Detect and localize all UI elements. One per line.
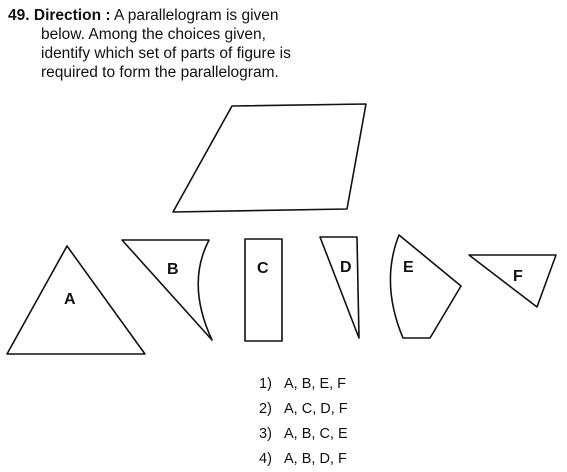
piece-d-label: D <box>340 259 352 276</box>
parallelogram-figure <box>173 104 366 212</box>
piece-a <box>7 246 145 354</box>
question-line-2: below. Among the choices given, <box>41 26 266 43</box>
piece-c <box>245 239 282 341</box>
piece-e-label: E <box>403 259 414 276</box>
option-4[interactable] <box>259 447 348 472</box>
option-1[interactable] <box>259 372 348 397</box>
piece-d <box>320 237 359 338</box>
option-3-number: 3) <box>259 426 272 442</box>
option-1-number: 1) <box>259 376 272 392</box>
piece-f <box>469 255 556 307</box>
question-heading: Direction : <box>33 7 111 24</box>
piece-e <box>390 235 461 338</box>
piece-c-shape <box>245 239 282 341</box>
piece-c-label: C <box>257 260 269 277</box>
option-4-text: A, B, D, F <box>284 451 347 467</box>
option-2-text: A, C, D, F <box>284 401 348 417</box>
question-line-3: identify which set of parts of figure is <box>41 45 291 62</box>
piece-a-label: A <box>64 291 76 308</box>
option-3-text: A, B, C, E <box>284 426 348 442</box>
piece-e-shape <box>390 235 461 338</box>
question-line-4: required to form the parallelogram. <box>41 64 279 81</box>
piece-d-shape <box>320 237 359 338</box>
option-2[interactable] <box>259 397 348 422</box>
piece-b-shape <box>122 240 212 340</box>
piece-f-label: F <box>513 268 523 285</box>
option-2-number: 2) <box>259 401 272 417</box>
answer-options <box>259 372 348 472</box>
option-1-text: A, B, E, F <box>284 376 347 392</box>
question-text-1: A parallelogram is given <box>113 7 279 24</box>
option-4-number: 4) <box>259 451 272 467</box>
piece-b-label: B <box>167 261 179 278</box>
question-number: 49. <box>8 7 30 24</box>
option-3[interactable] <box>259 422 348 447</box>
piece-a-shape <box>7 246 145 354</box>
piece-b <box>122 240 212 340</box>
